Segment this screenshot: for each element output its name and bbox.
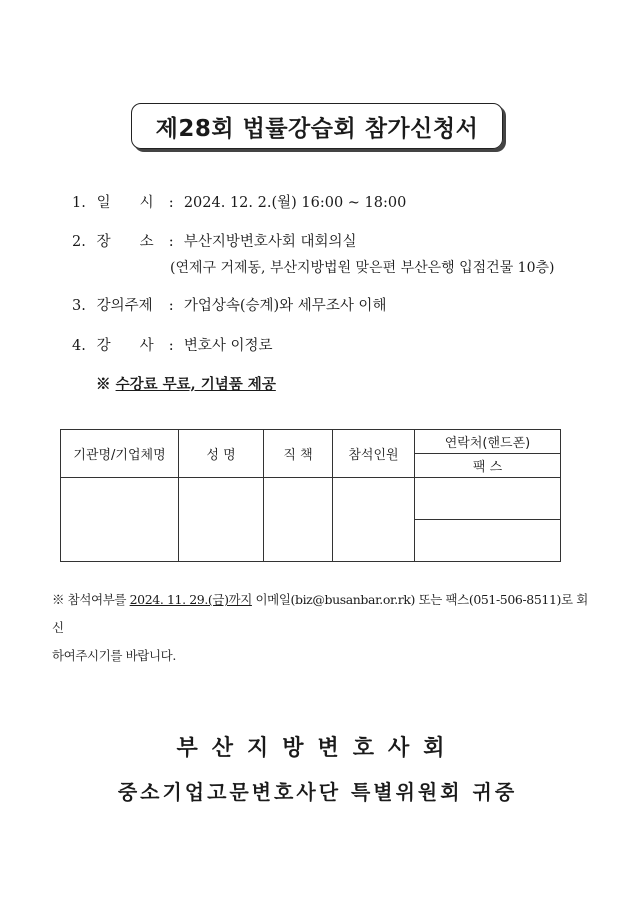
item-colon: : bbox=[168, 338, 174, 354]
recipient-org: 부산지방변호사회 bbox=[176, 735, 459, 761]
contact-field[interactable] bbox=[415, 478, 561, 520]
item-label: 강 사 bbox=[96, 338, 154, 354]
item-number: 4. bbox=[72, 338, 86, 354]
item-value: 변호사 이정로 bbox=[183, 338, 273, 354]
recipient-dept: 중소기업고문변호사단 특별위원회 귀중 bbox=[117, 780, 518, 804]
reply-line-2: 하여주시기를 바랍니다. bbox=[52, 648, 176, 663]
header-company: 기관명/기업체명 bbox=[61, 430, 179, 478]
item-location-detail: (연제구 거제동, 부산지방법원 맞은편 부산은행 입점건물 10층) bbox=[170, 260, 555, 276]
application-table bbox=[60, 429, 561, 562]
form-title-text: 제28회 법률강습회 참가신청서 bbox=[155, 115, 479, 142]
reply-line-1 bbox=[52, 586, 592, 642]
item-colon: : bbox=[168, 234, 174, 250]
item-value: 부산지방변호사회 대회의실 bbox=[183, 234, 357, 250]
form-title bbox=[131, 103, 503, 149]
header-contact: 연락처(핸드폰) bbox=[415, 430, 561, 454]
name-field[interactable] bbox=[179, 478, 264, 562]
reply-deadline: 2024. 11. 29.(금)까지 bbox=[129, 592, 252, 607]
item-colon: : bbox=[168, 298, 174, 314]
item-number: 3. bbox=[72, 298, 86, 314]
note-text: 수강료 무료, 기념품 제공 bbox=[115, 376, 276, 393]
header-name: 성 명 bbox=[179, 430, 264, 478]
item-date bbox=[72, 191, 406, 212]
position-field[interactable] bbox=[264, 478, 333, 562]
header-attendees: 참석인원 bbox=[333, 430, 415, 478]
reply-prefix: ※ 참석여부를 bbox=[52, 592, 130, 607]
item-label: 일 시 bbox=[96, 195, 154, 211]
item-value: 가업상속(승계)와 세무조사 이해 bbox=[183, 298, 387, 314]
item-location bbox=[72, 230, 357, 251]
company-field[interactable] bbox=[61, 478, 179, 562]
item-label: 장 소 bbox=[96, 234, 154, 250]
item-label: 강의주제 bbox=[96, 298, 153, 314]
item-colon: : bbox=[168, 195, 174, 211]
item-number: 1. bbox=[72, 195, 86, 211]
fax-field[interactable] bbox=[415, 520, 561, 562]
fee-note bbox=[96, 373, 276, 394]
reply-contact: 이메일(biz@busanbar.or.rk) 또는 팩스(051-506-8511)로 회신 bbox=[52, 592, 588, 635]
reply-instructions bbox=[52, 586, 592, 670]
attendees-field[interactable] bbox=[333, 478, 415, 562]
item-topic bbox=[72, 294, 386, 315]
item-lecturer bbox=[72, 334, 272, 355]
note-mark: ※ bbox=[96, 376, 111, 393]
item-value: 2024. 12. 2.(월) 16:00 ~ 18:00 bbox=[183, 195, 407, 211]
header-fax: 팩 스 bbox=[415, 454, 561, 478]
item-number: 2. bbox=[72, 234, 86, 250]
header-position: 직 책 bbox=[264, 430, 333, 478]
